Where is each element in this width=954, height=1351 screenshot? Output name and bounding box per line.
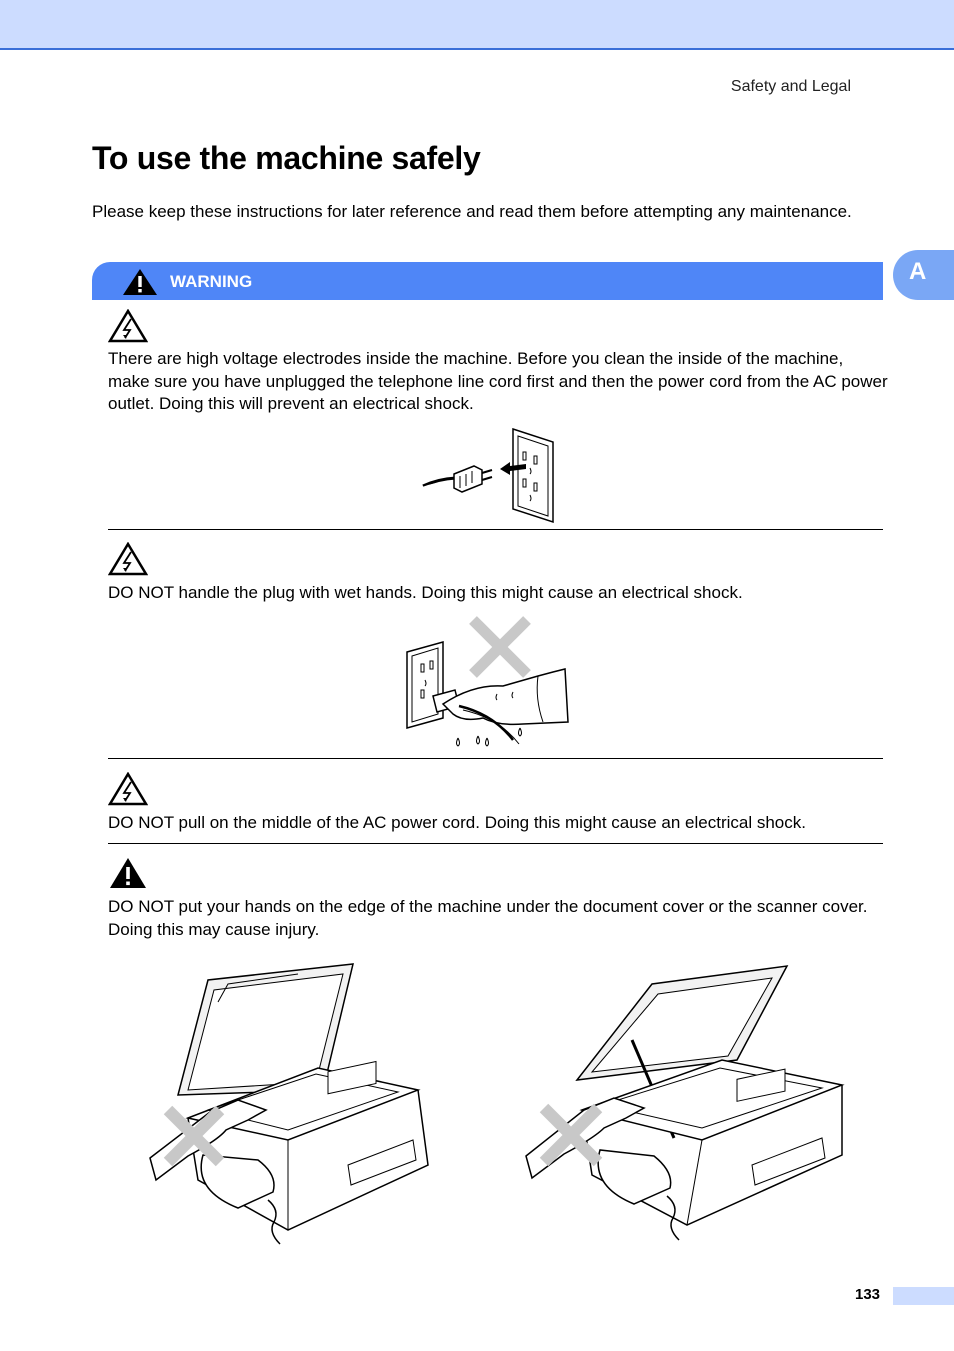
page-number: 133: [855, 1286, 881, 1303]
general-warning-icon: [108, 856, 148, 890]
warning-triangle-icon: [122, 268, 158, 296]
electrical-hazard-icon: [108, 309, 148, 343]
chapter-tab-label: A: [909, 258, 927, 285]
section-divider: [108, 843, 883, 844]
intro-paragraph: Please keep these instructions for later reference and read them before attempting any maintenance.: [92, 202, 852, 221]
wet-hands-plug-illustration: [403, 614, 573, 754]
warning-label: WARNING: [170, 272, 253, 291]
scanner-cover-hand-illustration: [522, 960, 847, 1250]
unplug-power-cord-illustration: [418, 424, 558, 524]
section-divider: [108, 529, 883, 530]
electrical-hazard-icon: [108, 542, 148, 576]
section-divider: [108, 758, 883, 759]
footer-tab: [893, 1287, 954, 1305]
warning-text: DO NOT pull on the middle of the AC power cord. Doing this might cause an electrical shock.: [108, 813, 806, 832]
running-head: Safety and Legal: [730, 78, 851, 95]
warning-text: DO NOT put your hands on the edge of the machine under the document cover or the scanner cover. Doing this may cause injury.: [108, 897, 868, 939]
document-cover-hand-illustration: [148, 960, 438, 1250]
top-header-band: [0, 0, 954, 50]
chapter-tab: [893, 250, 954, 300]
page-title: To use the machine safely: [92, 140, 481, 176]
warning-text: DO NOT handle the plug with wet hands. Doing this might cause an electrical shock.: [108, 583, 743, 602]
electrical-hazard-icon: [108, 772, 148, 806]
warning-text: There are high voltage electrodes inside the machine. Before you clean the inside of the machine, make sure you have unplugged the telephone line cord first and then the power cord from the AC power outlet. Doing this will prevent an electrical shock.: [108, 349, 888, 413]
warning-bar: [92, 262, 883, 300]
